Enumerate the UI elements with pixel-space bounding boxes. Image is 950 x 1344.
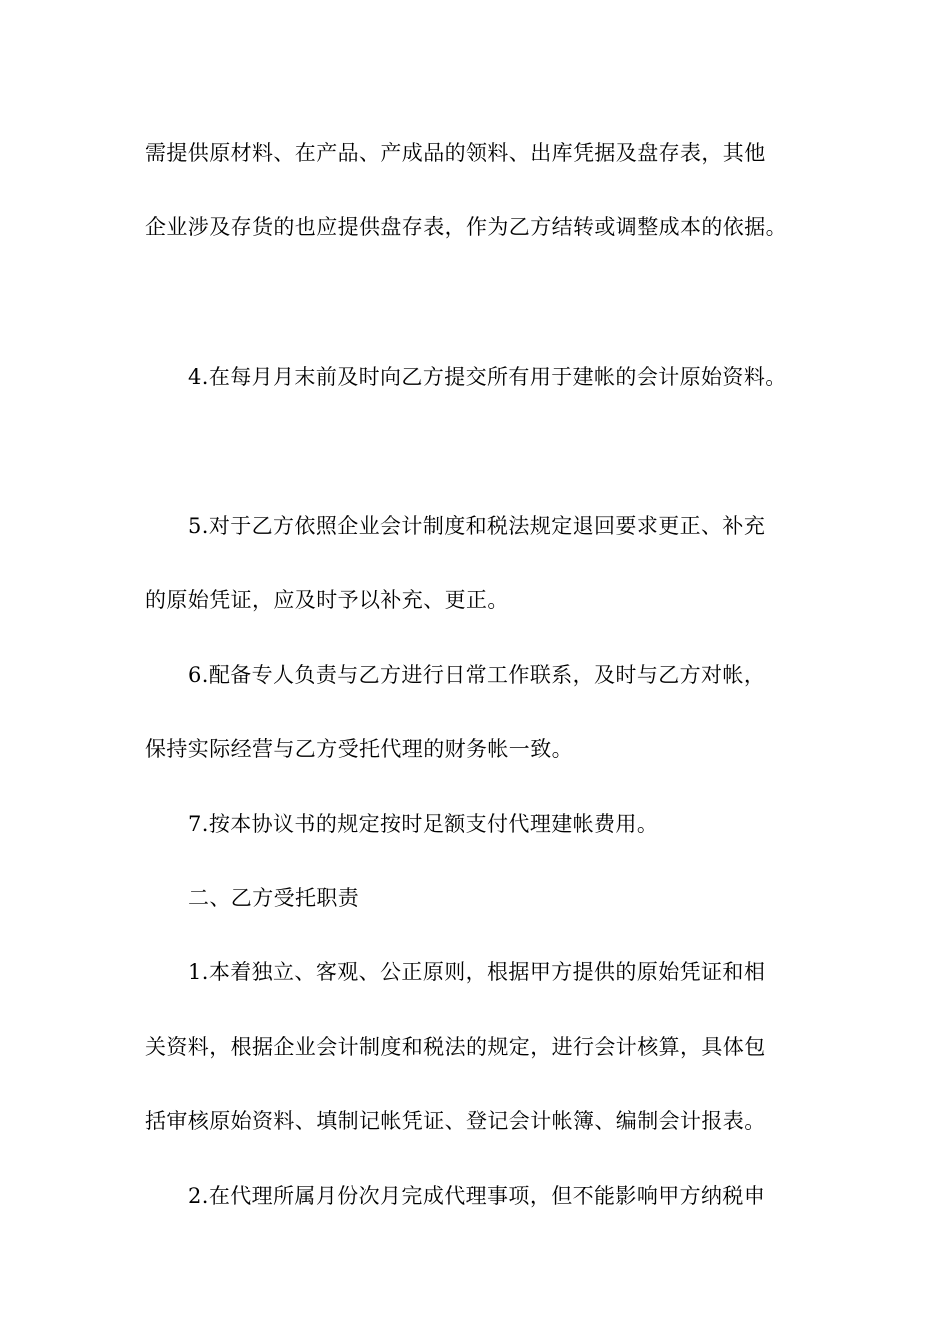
paragraph-line: 4.在每月月末前及时向乙方提交所有用于建帐的会计原始资料。	[188, 365, 787, 389]
paragraph-line: 5.对于乙方依照企业会计制度和税法规定退回要求更正、补充	[188, 514, 766, 538]
paragraph-line: 关资料，根据企业会计制度和税法的规定，进行会计核算，具体包	[145, 1035, 766, 1059]
paragraph-line: 括审核原始资料、填制记帐凭证、登记会计帐簿、编制会计报表。	[145, 1109, 766, 1133]
paragraph-line: 的原始凭证，应及时予以补充、更正。	[145, 588, 509, 612]
paragraph-line: 2.在代理所属月份次月完成代理事项，但不能影响甲方纳税申	[188, 1184, 766, 1208]
paragraph-line: 企业涉及存货的也应提供盘存表，作为乙方结转或调整成本的依据。	[145, 215, 787, 239]
paragraph-line: 需提供原材料、在产品、产成品的领料、出库凭据及盘存表，其他	[145, 141, 766, 165]
paragraph-line: 6.配备专人负责与乙方进行日常工作联系，及时与乙方对帐，	[188, 663, 766, 687]
paragraph-line: 7.按本协议书的规定按时足额支付代理建帐费用。	[188, 812, 659, 836]
paragraph-line: 保持实际经营与乙方受托代理的财务帐一致。	[145, 737, 573, 761]
paragraph-line: 1.本着独立、客观、公正原则，根据甲方提供的原始凭证和相	[188, 960, 766, 984]
section-heading: 二、乙方受托职责	[188, 886, 360, 910]
